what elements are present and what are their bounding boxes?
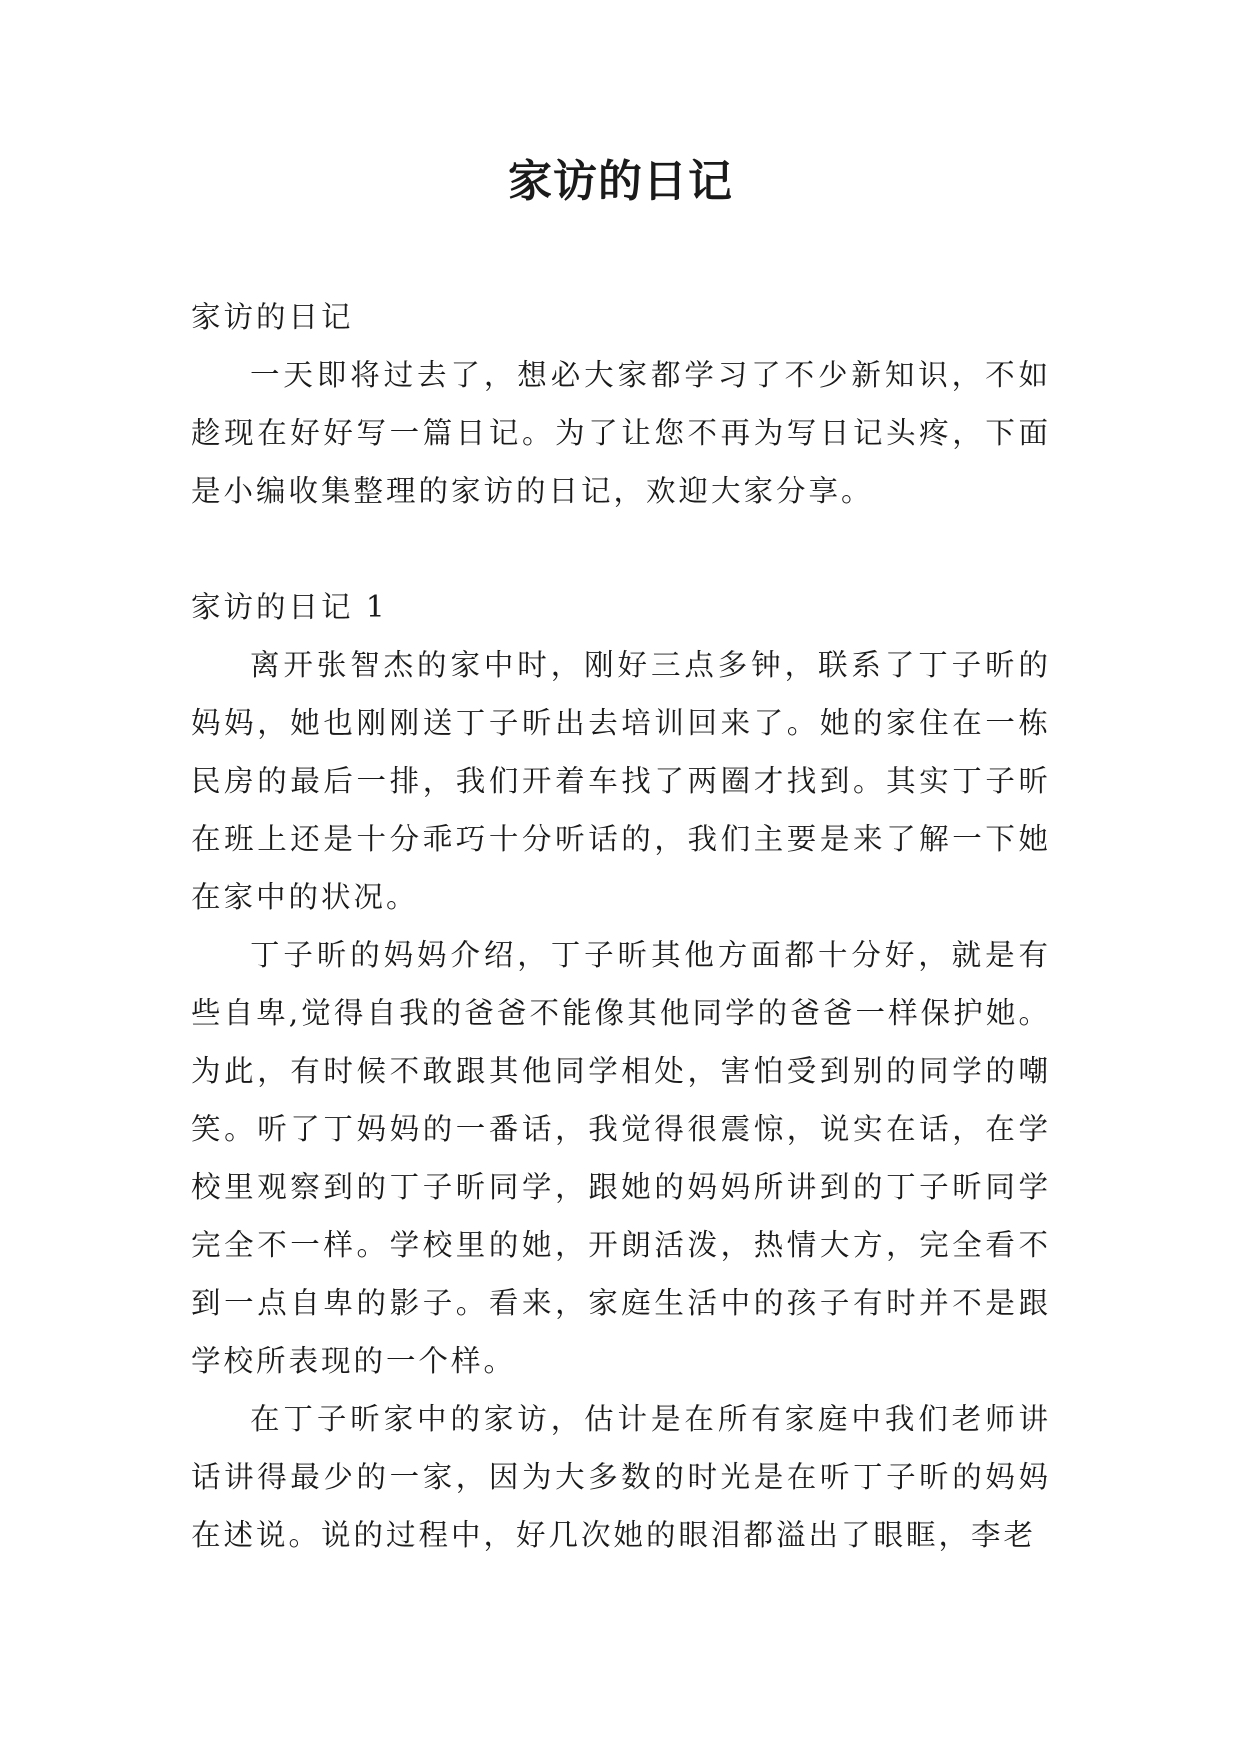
document-body (191, 288, 1051, 1564)
intro-paragraph: 一天即将过去了，想必大家都学习了不少新知识，不如趁现在好好写一篇日记。为了让您不再为写日记头疼，下面是小编收集整理的家访的日记，欢迎大家分享。 (191, 358, 1051, 508)
body-paragraph: 丁子昕的妈妈介绍，丁子昕其他方面都十分好，就是有些自卑,觉得自我的爸爸不能像其他同学的爸爸一样保护她。为此，有时候不敢跟其他同学相处，害怕受到别的同学的嘲笑。听了丁妈妈的一番话，我觉得很震惊，说实在话，在学校里观察到的丁子昕同学，跟她的妈妈所讲到的丁子昕同学完全不一样。学校里的她，开朗活泼，热情大方，完全看不到一点自卑的影子。看来，家庭生活中的孩子有时并不是跟学校所表现的一个样。 (191, 938, 1051, 1378)
body-paragraph: 在丁子昕家中的家访，估计是在所有家庭中我们老师讲话讲得最少的一家，因为大多数的时光是在听丁子昕的妈妈在述说。说的过程中，好几次她的眼泪都溢出了眼眶，李老 (191, 1402, 1051, 1552)
section-spacer (191, 520, 1051, 578)
body-paragraph: 离开张智杰的家中时，刚好三点多钟，联系了丁子昕的妈妈，她也刚刚送丁子昕出去培训回来了。她的家住在一栋民房的最后一排，我们开着车找了两圈才找到。其实丁子昕在班上还是十分乖巧十分听话的，我们主要是来了解一下她在家中的状况。 (191, 648, 1051, 914)
document-subtitle: 家访的日记 (191, 300, 354, 334)
section-heading: 家访的日记 1 (191, 590, 388, 624)
document-title: 家访的日记 (508, 156, 733, 207)
